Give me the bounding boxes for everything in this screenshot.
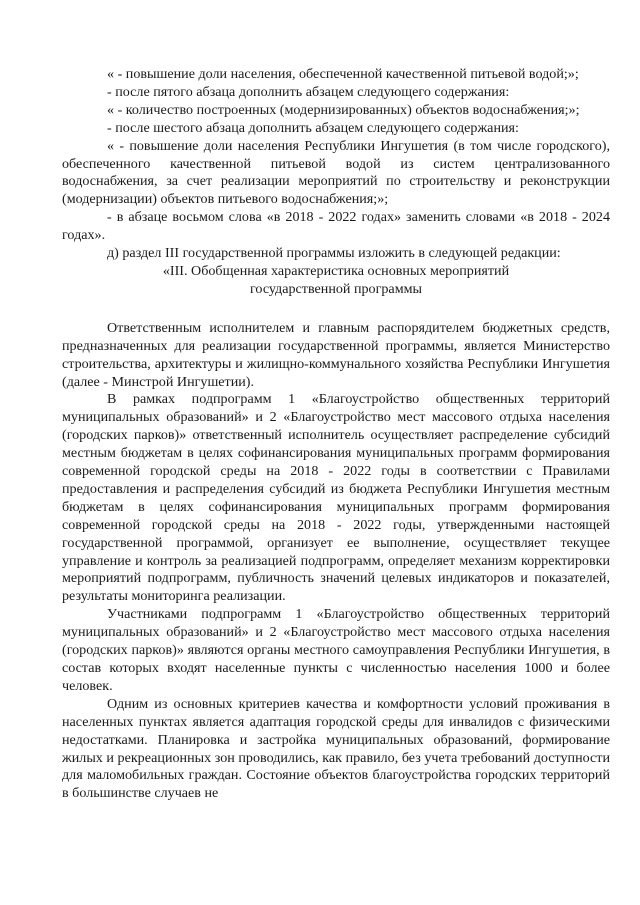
body-paragraph: Одним из основных критериев качества и комфортности условий проживания в населенных пунктах является адаптация городской среды для инвалидов с физическими недостатками. Планировка и застройка муниципальных образований, формирование жилых и рекреационных зон проводились, как правило, без учета требований доступности для маломобильных граждан. Состояние объектов благоустройства городских территорий в большинстве случаев не <box>62 695 610 802</box>
paragraph: - в абзаце восьмом слова «в 2018 - 2022 годах» заменить словами «в 2018 - 2024 годах». <box>62 209 610 244</box>
paragraph: - после пятого абзаца дополнить абзацем следующего содержания: <box>107 83 510 100</box>
body-paragraph: В рамках подпрограмм 1 «Благоустройство общественных территорий муниципальных образований» и 2 «Благоустройство мест массового отдыха населения (городских парков)» ответственный исполнитель осуществляет распределение субсидий местным бюджетам в целях софинансирования муниципальных программ формирования современной городской среды на 2018 - 2022 годы в соответствии с Правилами предоставления и распределения субсидий из бюджета Республики Ингушетия местным бюджетам в целях софинансирования муниципальных программ формирования современной городской среды на 2018 - 2022 годы, утвержденными настоящей государственной программой, организует ее выполнение, осуществляет текущее управление и контроль за реализацией подпрограмм, определяет механизм корректировки мероприятий подпрограмм, публичность значений целевых индикаторов и показателей, результаты мониторинга реализации. <box>62 391 610 605</box>
section-heading: государственной программы <box>250 280 422 297</box>
body-paragraph: Участниками подпрограмм 1 «Благоустройство общественных территорий муниципальных образований» и 2 «Благоустройство мест массового отдыха населения (городских парков)» являются органы местного самоуправления Республики Ингушетия, в состав которых входят населенные пункты с численностью населения 1000 и более человек. <box>62 606 610 694</box>
body-paragraph: Ответственным исполнителем и главным распорядителем бюджетных средств, предназначенных для реализации государственной программы, является Министерство строительства, архитектуры и жилищно-коммунального хозяйства Республики Ингушетия (далее - Минстрой Ингушетии). <box>62 319 610 390</box>
paragraph: « - количество построенных (модернизированных) объектов водоснабжения;»; <box>107 101 580 118</box>
paragraph: « - повышение доли населения Республики Ингушетия (в том числе городского), обеспеченного качественной питьевой водой из систем централизованного водоснабжения, за счет реализации мероприятий по строительству и реконструкции (модернизации) объектов питьевого водоснабжения;»; <box>62 137 610 208</box>
paragraph: « - повышение доли населения, обеспеченной качественной питьевой водой;»; <box>107 66 579 82</box>
paragraph: д) раздел III государственной программы изложить в следующей редакции: <box>107 245 561 262</box>
section-heading: «III. Обобщенная характеристика основных мероприятий <box>162 262 510 279</box>
paragraph: - после шестого абзаца дополнить абзацем следующего содержания: <box>107 119 519 136</box>
document-text <box>62 66 610 803</box>
